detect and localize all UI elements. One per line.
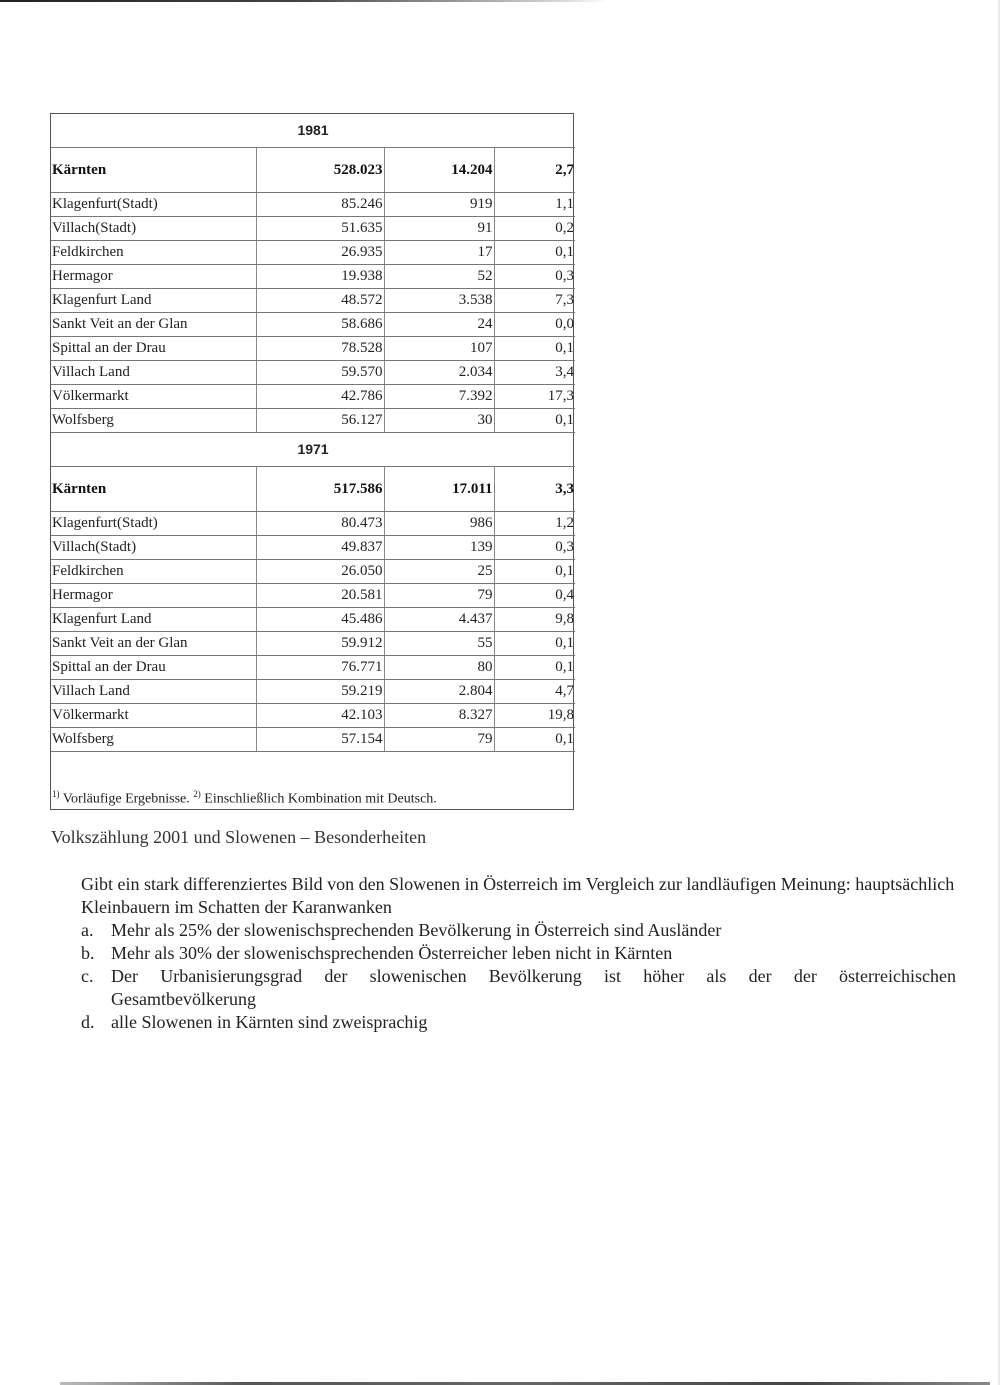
table-row bbox=[51, 337, 575, 361]
slovene-percent: 0,1 bbox=[494, 656, 575, 680]
list-item bbox=[81, 1011, 956, 1034]
slovene-speakers: 79 bbox=[384, 584, 494, 608]
population-total: 59.219 bbox=[256, 680, 384, 704]
slovene-percent: 17,3 bbox=[494, 385, 575, 409]
table-row bbox=[51, 241, 575, 265]
list-item bbox=[81, 919, 956, 942]
census-table bbox=[50, 113, 574, 810]
population-total: 20.581 bbox=[256, 584, 384, 608]
footnote-mark: 2) bbox=[193, 789, 201, 799]
spacer-row bbox=[51, 752, 575, 787]
slovene-speakers: 24 bbox=[384, 313, 494, 337]
population-total: 80.473 bbox=[256, 512, 384, 536]
footnote-text: Einschließlich Kombination mit Deutsch. bbox=[204, 791, 437, 807]
year-header: 1971 bbox=[51, 433, 575, 467]
list-item bbox=[81, 965, 956, 1011]
slovene-percent: 3,4 bbox=[494, 361, 575, 385]
scan-edge-top bbox=[0, 0, 760, 2]
region-name: Wolfsberg bbox=[51, 409, 256, 433]
population-total: 59.570 bbox=[256, 361, 384, 385]
slovene-speakers: 919 bbox=[384, 193, 494, 217]
table-row bbox=[51, 265, 575, 289]
table-row bbox=[51, 680, 575, 704]
population-total: 45.486 bbox=[256, 608, 384, 632]
table-row bbox=[51, 584, 575, 608]
region-name: Kärnten bbox=[51, 467, 256, 512]
population-total: 49.837 bbox=[256, 536, 384, 560]
slovene-speakers: 2.034 bbox=[384, 361, 494, 385]
region-name: Klagenfurt Land bbox=[51, 608, 256, 632]
slovene-percent: 0,4 bbox=[494, 584, 575, 608]
table-row bbox=[51, 608, 575, 632]
list-text: Mehr als 30% der slowenischsprechenden Österreicher leben nicht in Kärnten bbox=[111, 943, 673, 963]
region-name: Villach(Stadt) bbox=[51, 536, 256, 560]
section-title: Volkszählung 2001 und Slowenen – Besonderheiten bbox=[51, 827, 427, 847]
slovene-percent: 0,1 bbox=[494, 337, 575, 361]
slovene-speakers: 55 bbox=[384, 632, 494, 656]
table-row bbox=[51, 728, 575, 752]
region-name: Klagenfurt Land bbox=[51, 289, 256, 313]
region-name: Völkermarkt bbox=[51, 704, 256, 728]
region-name: Klagenfurt(Stadt) bbox=[51, 193, 256, 217]
list-marker: b. bbox=[81, 943, 95, 963]
footnote-mark: 1) bbox=[52, 789, 60, 799]
table-row bbox=[51, 656, 575, 680]
slovene-percent: 1,2 bbox=[494, 512, 575, 536]
slovene-percent: 0,1 bbox=[494, 728, 575, 752]
population-total: 48.572 bbox=[256, 289, 384, 313]
region-name: Spittal an der Drau bbox=[51, 337, 256, 361]
list-text-continuation: Gesamtbevölkerung bbox=[111, 989, 256, 1009]
slovene-speakers: 8.327 bbox=[384, 704, 494, 728]
slovene-percent: 2,7 bbox=[494, 148, 575, 193]
region-name: Sankt Veit an der Glan bbox=[51, 313, 256, 337]
table-row bbox=[51, 193, 575, 217]
points-list bbox=[81, 919, 956, 1034]
slovene-speakers: 14.204 bbox=[384, 148, 494, 193]
list-text: alle Slowenen in Kärnten sind zweisprachig bbox=[111, 1012, 428, 1032]
region-name: Völkermarkt bbox=[51, 385, 256, 409]
population-total: 42.103 bbox=[256, 704, 384, 728]
region-name: Hermagor bbox=[51, 265, 256, 289]
region-name: Feldkirchen bbox=[51, 241, 256, 265]
list-marker: d. bbox=[81, 1012, 95, 1032]
table-row bbox=[51, 313, 575, 337]
slovene-speakers: 2.804 bbox=[384, 680, 494, 704]
slovene-percent: 0,2 bbox=[494, 217, 575, 241]
slovene-percent: 0,1 bbox=[494, 560, 575, 584]
slovene-percent: 3,3 bbox=[494, 467, 575, 512]
population-total: 19.938 bbox=[256, 265, 384, 289]
population-total: 85.246 bbox=[256, 193, 384, 217]
population-total: 76.771 bbox=[256, 656, 384, 680]
region-name: Kärnten bbox=[51, 148, 256, 193]
slovene-percent: 7,3 bbox=[494, 289, 575, 313]
list-text-wrapper bbox=[111, 965, 956, 1011]
table-row bbox=[51, 409, 575, 433]
year-header-row bbox=[51, 114, 575, 148]
list-item bbox=[81, 942, 956, 965]
table-row bbox=[51, 536, 575, 560]
table-total-row bbox=[51, 467, 575, 512]
footnote-row bbox=[51, 786, 575, 809]
slovene-speakers: 7.392 bbox=[384, 385, 494, 409]
slovene-percent: 0,0 bbox=[494, 313, 575, 337]
slovene-speakers: 4.437 bbox=[384, 608, 494, 632]
table-row bbox=[51, 632, 575, 656]
population-total: 517.586 bbox=[256, 467, 384, 512]
region-name: Hermagor bbox=[51, 584, 256, 608]
slovene-speakers: 79 bbox=[384, 728, 494, 752]
list-text: Der Urbanisierungsgrad der slowenischen Bevölkerung ist höher als der der österreichischen bbox=[111, 966, 956, 986]
region-name: Klagenfurt(Stadt) bbox=[51, 512, 256, 536]
slovene-speakers: 91 bbox=[384, 217, 494, 241]
footnote bbox=[51, 786, 575, 809]
slovene-speakers: 986 bbox=[384, 512, 494, 536]
table-row bbox=[51, 512, 575, 536]
slovene-percent: 19,8 bbox=[494, 704, 575, 728]
table-row bbox=[51, 289, 575, 313]
population-total: 58.686 bbox=[256, 313, 384, 337]
slovene-percent: 0,3 bbox=[494, 265, 575, 289]
region-name: Wolfsberg bbox=[51, 728, 256, 752]
list-text: Mehr als 25% der slowenischsprechenden Bevölkerung in Österreich sind Ausländer bbox=[111, 920, 722, 940]
slovene-speakers: 139 bbox=[384, 536, 494, 560]
region-name: Villach(Stadt) bbox=[51, 217, 256, 241]
slovene-speakers: 25 bbox=[384, 560, 494, 584]
year-header: 1981 bbox=[51, 114, 575, 148]
population-total: 57.154 bbox=[256, 728, 384, 752]
slovene-speakers: 30 bbox=[384, 409, 494, 433]
list-marker: c. bbox=[81, 966, 94, 986]
table-row bbox=[51, 217, 575, 241]
body-text bbox=[81, 873, 956, 1034]
population-total: 78.528 bbox=[256, 337, 384, 361]
slovene-speakers: 80 bbox=[384, 656, 494, 680]
slovene-percent: 9,8 bbox=[494, 608, 575, 632]
slovene-speakers: 3.538 bbox=[384, 289, 494, 313]
population-total: 59.912 bbox=[256, 632, 384, 656]
year-header-row bbox=[51, 433, 575, 467]
table-row bbox=[51, 560, 575, 584]
table-row bbox=[51, 361, 575, 385]
population-total: 528.023 bbox=[256, 148, 384, 193]
slovene-speakers: 52 bbox=[384, 265, 494, 289]
population-total: 42.786 bbox=[256, 385, 384, 409]
region-name: Sankt Veit an der Glan bbox=[51, 632, 256, 656]
population-total: 56.127 bbox=[256, 409, 384, 433]
region-name: Spittal an der Drau bbox=[51, 656, 256, 680]
population-total: 26.935 bbox=[256, 241, 384, 265]
footnote-text: Vorläufige Ergebnisse. bbox=[62, 791, 190, 807]
table-row bbox=[51, 385, 575, 409]
list-marker: a. bbox=[81, 920, 94, 940]
intro-paragraph: Gibt ein stark differenziertes Bild von den Slowenen in Österreich im Vergleich zur landläufigen Meinung: hauptsächlich Kleinbauern im Schatten der Karanwanken bbox=[81, 874, 955, 917]
region-name: Villach Land bbox=[51, 361, 256, 385]
spacer-cell bbox=[51, 752, 575, 787]
slovene-percent: 0,1 bbox=[494, 241, 575, 265]
table-row bbox=[51, 704, 575, 728]
slovene-percent: 1,1 bbox=[494, 193, 575, 217]
population-total: 51.635 bbox=[256, 217, 384, 241]
slovene-speakers: 17.011 bbox=[384, 467, 494, 512]
slovene-speakers: 107 bbox=[384, 337, 494, 361]
slovene-percent: 0,3 bbox=[494, 536, 575, 560]
region-name: Villach Land bbox=[51, 680, 256, 704]
slovene-speakers: 17 bbox=[384, 241, 494, 265]
slovene-percent: 4,7 bbox=[494, 680, 575, 704]
table-total-row bbox=[51, 148, 575, 193]
slovene-percent: 0,1 bbox=[494, 409, 575, 433]
region-name: Feldkirchen bbox=[51, 560, 256, 584]
slovene-percent: 0,1 bbox=[494, 632, 575, 656]
population-total: 26.050 bbox=[256, 560, 384, 584]
